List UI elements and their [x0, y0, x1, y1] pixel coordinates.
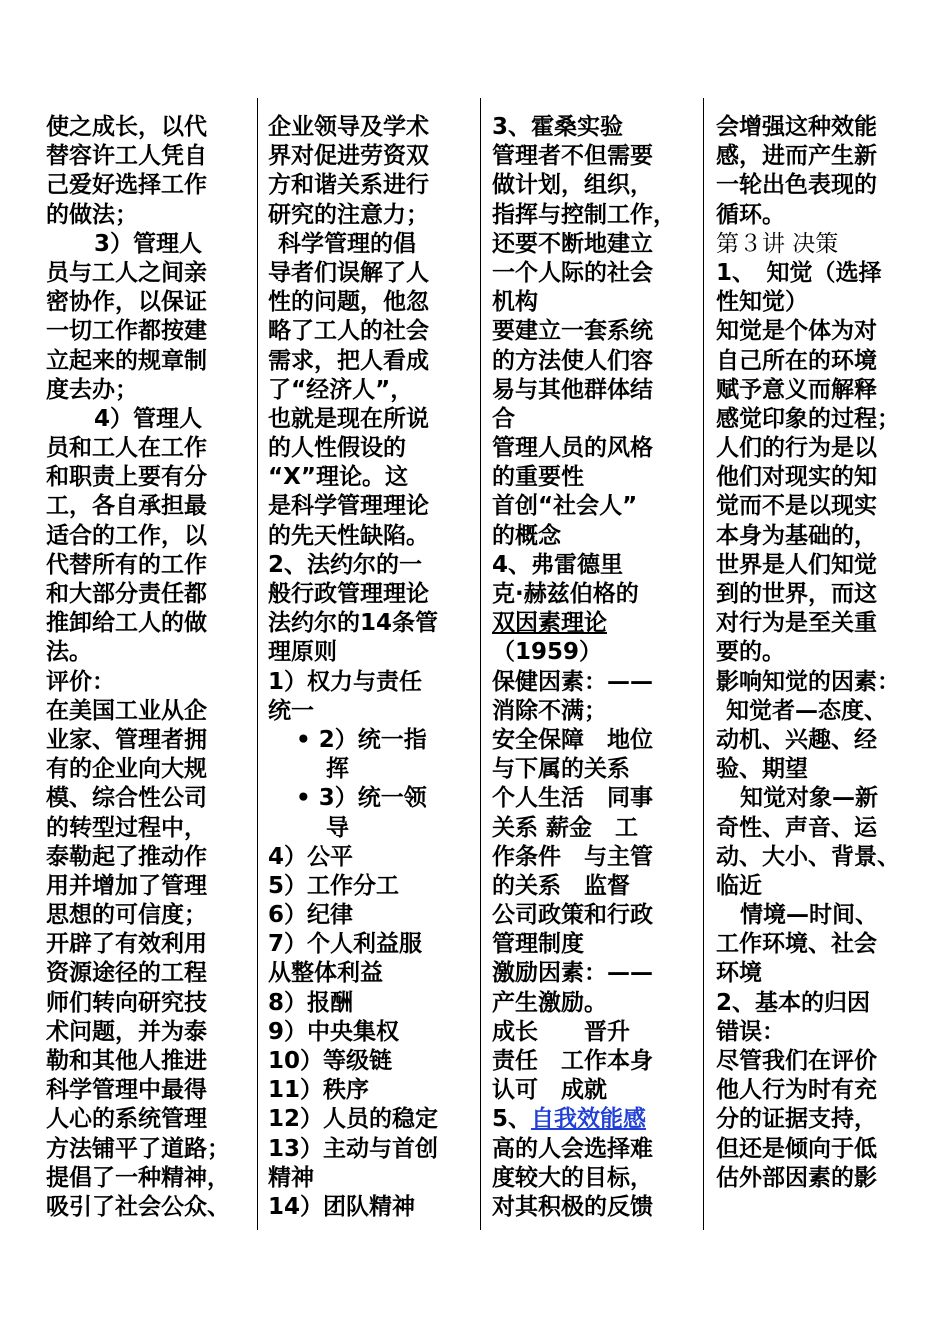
text-line: 成长 晋升 [492, 1018, 630, 1045]
text-line: 一轮出色表现的 [716, 172, 877, 199]
text-line: 尽管我们在评价 [716, 1048, 877, 1074]
text-line: 责任 工作本身 [492, 1048, 653, 1074]
text-line: 度较大的目标， [492, 1164, 653, 1191]
text-line: 一切工作都按建 [46, 318, 207, 345]
text-line: 研究的注意力； [268, 201, 429, 228]
text-line: 资源途径的工程 [46, 960, 207, 987]
text-line: 管理制度 [492, 931, 584, 958]
text-line: 合 [492, 405, 515, 432]
text-line: 的关系 监督 [492, 872, 630, 899]
text-line [492, 1105, 687, 1134]
text-line: 验、期望 [716, 756, 808, 783]
text-line: 使之成长，以代 [46, 114, 207, 140]
text-line: 错误： [716, 1018, 785, 1045]
text-line: 分的证据支持， [716, 1106, 877, 1133]
text-line: 了“经济人”， [268, 376, 414, 403]
text-column-3 [492, 113, 687, 1222]
text-line: 他人行为时有充 [716, 1077, 877, 1104]
text-line: 性知觉） [716, 289, 808, 316]
text-line: 导 [326, 814, 349, 841]
text-line: 提倡了一种精神， [46, 1164, 230, 1191]
text-line: 觉而不是以现实 [716, 493, 877, 520]
text-line: 12）人员的稳定 [268, 1106, 439, 1133]
text-line: 6）纪律 [268, 902, 354, 929]
text-line: 导者们误解了人 [268, 259, 429, 286]
text-line: 克·赫兹伯格的 [492, 581, 639, 607]
text-line: 11）秩序 [268, 1077, 370, 1104]
text-line: 感，进而产生新 [716, 143, 877, 170]
text-line: 的方法使人们容 [492, 347, 653, 374]
text-line: 评价： [46, 668, 115, 695]
text-line: “X”理论。这 [268, 464, 408, 491]
text-line: 做计划，组织， [492, 172, 653, 199]
text-line: 赋予意义而解释 [716, 376, 877, 403]
text-line: 用并增加了管理 [46, 872, 207, 899]
text-line: 开辟了有效利用 [46, 931, 207, 958]
text-line: 管理人员的风格 [492, 435, 653, 462]
text-line: 员与工人之间亲 [46, 259, 207, 286]
column-divider [480, 98, 481, 1230]
text-line: 需求，把人看成 [268, 347, 429, 374]
text-line: 密协作，以保证 [46, 289, 207, 316]
text-line: 13）主动与首创 [268, 1135, 439, 1162]
text-column-4 [716, 113, 910, 1193]
item-number: 5、 [492, 1106, 532, 1133]
text-line: 循环。 [716, 201, 785, 228]
text-line: 术问题，并为泰 [46, 1018, 207, 1045]
text-line: 略了工人的社会 [268, 318, 429, 345]
text-line: 自己所在的环境 [716, 347, 877, 374]
text-line: 的概念 [492, 522, 561, 549]
text-line: 指挥与控制工作， [492, 201, 676, 228]
text-line: 性的问题，他忽 [268, 289, 429, 316]
text-line: 首创“社会人” [492, 493, 638, 520]
text-line: 己爱好选择工作 [46, 172, 207, 199]
column-divider [703, 98, 704, 1230]
text-line: 4、弗雷德里 [492, 551, 624, 578]
text-line: 方法铺平了道路； [46, 1135, 230, 1162]
text-line: 14）团队精神 [268, 1193, 416, 1220]
text-line: 本身为基础的， [716, 522, 877, 549]
text-line: 4）公平 [268, 843, 354, 870]
text-line: 影响知觉的因素： [716, 668, 900, 695]
text-line: 的先天性缺陷。 [268, 522, 429, 549]
text-line: 消除不满； [492, 697, 607, 724]
text-line: 3、霍桑实验 [492, 114, 624, 140]
text-line: 泰勒起了推动作 [46, 843, 207, 870]
text-line: 知觉是个体为对 [716, 318, 877, 345]
text-line: 管理者不但需要 [492, 143, 653, 170]
text-line: 师们转向研究技 [46, 989, 207, 1016]
text-line: 有的企业向大规 [46, 756, 207, 783]
text-line: 精神 [268, 1164, 314, 1191]
text-line: 科学管理的倡 [278, 230, 416, 257]
text-line: 情境—时间、 [740, 902, 878, 929]
text-line: 模、综合性公司 [46, 785, 207, 812]
text-line: 度去办； [46, 376, 138, 403]
text-line: 勒和其他人推进 [46, 1048, 207, 1074]
list-item: • 3）统一领 [296, 785, 427, 812]
text-line: 法。 [46, 639, 92, 666]
text-line: 立起来的规章制 [46, 347, 207, 374]
text-line: 理原则 [268, 639, 337, 666]
text-line: 的人性假设的 [268, 435, 406, 462]
text-line: 要建立一套系统 [492, 318, 653, 345]
text-column-1 [46, 113, 246, 1222]
text-line: 估外部因素的影 [716, 1164, 877, 1191]
text-line: 方和谐关系进行 [268, 172, 429, 199]
text-line: 个人生活 同事 [492, 785, 653, 812]
text-line: 激励因素：—— [492, 960, 653, 987]
text-line: 企业领导及学术 [268, 114, 429, 140]
text-line: 与下属的关系 [492, 756, 630, 783]
text-line: 思想的可信度； [46, 902, 207, 929]
text-line: 从整体利益 [268, 960, 383, 987]
text-line: 的重要性 [492, 464, 584, 491]
text-line: 动机、兴趣、经 [716, 726, 877, 753]
section-heading: 第３讲 决策 [716, 230, 839, 257]
text-line: 高的人会选择难 [492, 1135, 653, 1162]
list-item: • 2）统一指 [296, 726, 427, 753]
text-line: 是科学管理理论 [268, 493, 429, 520]
text-line: 10）等级链 [268, 1048, 393, 1074]
text-line: 感觉印象的过程； [716, 405, 900, 432]
text-line: 知觉者—态度、 [726, 697, 887, 724]
text-line: 也就是现在所说 [268, 405, 429, 432]
text-line: 奇性、声音、运 [716, 814, 877, 841]
text-line: 会增强这种效能 [716, 114, 877, 140]
text-line: 和大部分责任都 [46, 581, 207, 607]
text-line: 5）工作分工 [268, 872, 400, 899]
text-line: 替容许工人凭自 [46, 143, 207, 170]
text-line: 工，各自承担最 [46, 493, 207, 520]
text-line: 和职责上要有分 [46, 464, 207, 491]
text-line: 认可 成就 [492, 1077, 607, 1104]
text-line: 他们对现实的知 [716, 464, 877, 491]
text-line: 2、法约尔的一 [268, 551, 423, 578]
text-line: 适合的工作，以 [46, 522, 207, 549]
text-line: 1、 知觉（选择 [716, 259, 882, 286]
text-line: 吸引了社会公众、 [46, 1193, 230, 1220]
text-line: 业家、管理者拥 [46, 726, 207, 753]
text-line: 推卸给工人的做 [46, 610, 207, 637]
text-line: 代替所有的工作 [46, 551, 207, 578]
text-line: 人心的系统管理 [46, 1106, 207, 1133]
text-line: 界对促进劳资双 [268, 143, 429, 170]
text-line: 作条件 与主管 [492, 843, 653, 870]
text-line: 公司政策和行政 [492, 902, 653, 929]
text-line: 机构 [492, 289, 538, 316]
text-line: 员和工人在工作 [46, 435, 207, 462]
text-line: 法约尔的14条管 [268, 610, 439, 637]
text-line: 还要不断地建立 [492, 230, 653, 257]
text-line: 易与其他群体结 [492, 376, 653, 403]
text-line: 7）个人利益服 [268, 931, 423, 958]
text-line: 保健因素：—— [492, 668, 653, 695]
text-line: 知觉对象—新 [740, 785, 878, 812]
text-line: 动、大小、背景、 [716, 843, 900, 870]
text-line: 8）报酬 [268, 989, 354, 1016]
text-line: 但还是倾向于低 [716, 1135, 877, 1162]
text-line: 对其积极的反馈 [492, 1193, 653, 1220]
text-line: 在美国工业从企 [46, 697, 207, 724]
text-line: 关系 薪金 工 [492, 814, 639, 841]
text-line: 安全保障 地位 [492, 726, 653, 753]
text-line: 到的世界，而这 [716, 581, 877, 607]
text-line: 临近 [716, 872, 762, 899]
text-line: 环境 [716, 960, 762, 987]
text-line: 3）管理人 [94, 230, 203, 257]
text-line: 的做法； [46, 201, 138, 228]
text-line: 人们的行为是以 [716, 435, 877, 462]
text-line: 对行为是至关重 [716, 610, 877, 637]
text-line: 挥 [326, 756, 349, 783]
text-line: 2、基本的归因 [716, 989, 871, 1016]
text-line: （1959） [492, 639, 603, 666]
text-column-2 [268, 113, 468, 1222]
text-line: 4）管理人 [94, 405, 203, 432]
text-line: 产生激励。 [492, 989, 607, 1016]
text-line: 9）中央集权 [268, 1018, 400, 1045]
text-line: 的转型过程中， [46, 814, 207, 841]
text-line: 科学管理中最得 [46, 1077, 207, 1104]
text-line: 统一 [268, 697, 314, 724]
text-line: 世界是人们知觉 [716, 551, 877, 578]
text-line: 般行政管理理论 [268, 581, 429, 607]
text-line: 工作环境、社会 [716, 931, 877, 958]
text-line: 要的。 [716, 639, 785, 666]
text-line: 双因素理论 [492, 610, 607, 637]
text-line: 一个人际的社会 [492, 259, 653, 286]
self-efficacy-link[interactable]: 自我效能感 [531, 1106, 647, 1133]
text-line: 1）权力与责任 [268, 668, 423, 695]
column-divider [257, 98, 258, 1230]
